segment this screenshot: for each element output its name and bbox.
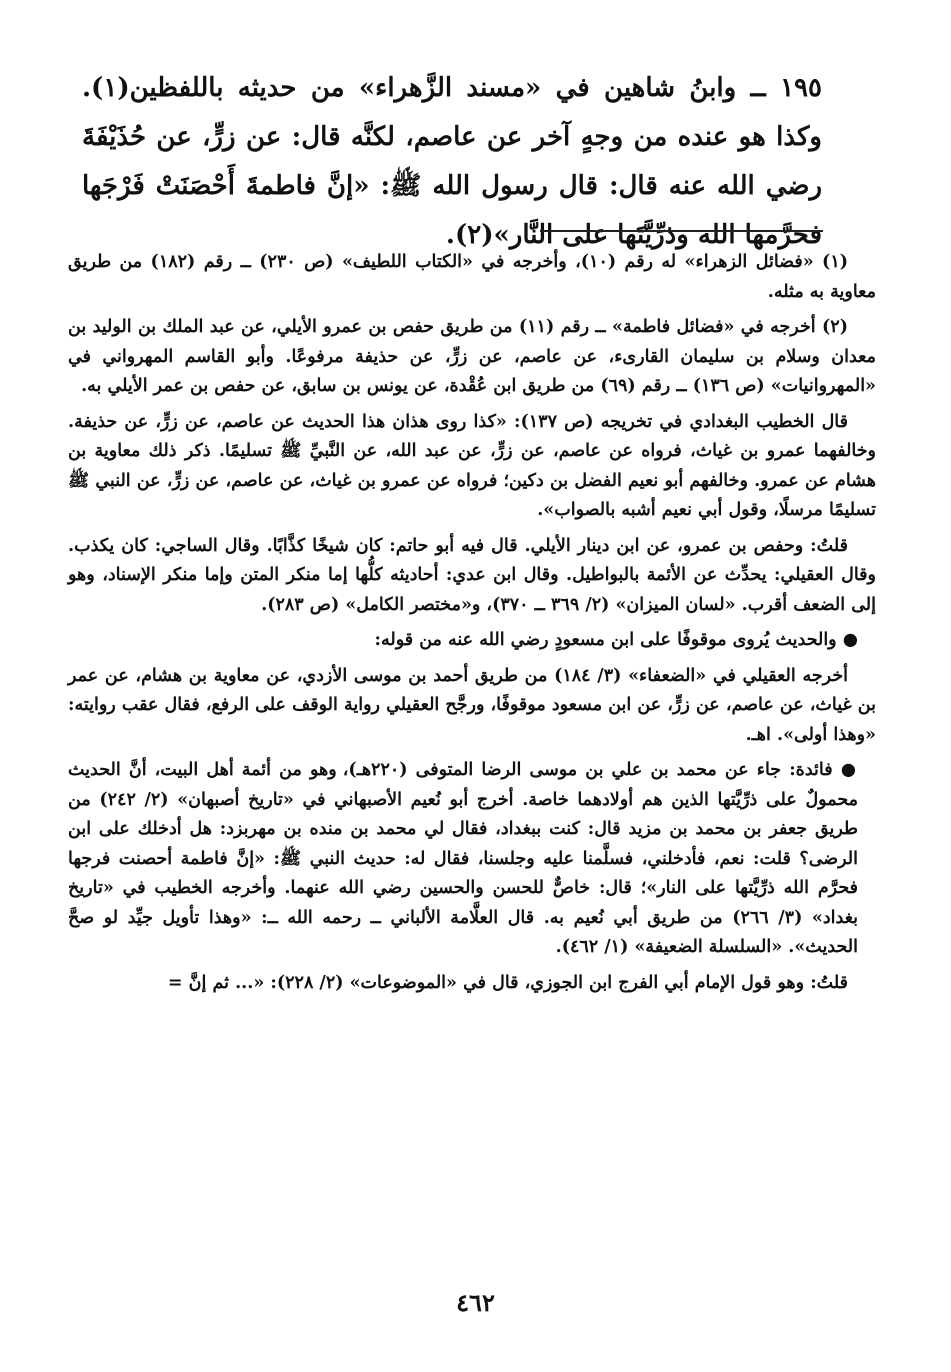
page-number: ٤٦٢ [456,1288,495,1317]
footnote-mawquf-bullet: ● والحديث يُروى موقوفًا على ابن مسعودٍ رضي الله عنه من قوله: [374,630,858,650]
footnote-khatib-quote: قال الخطيب البغدادي في تخريجه (ص ١٣٧): «كذا روى هذان هذا الحديث عن عاصم، عن زرٍّ، عن حذيفة. وخالفهما عمرو بن غياث، فرواه عن عاصم، عن زرٍّ، عن عبد الله، عن النَّبيِّ ﷺ تسليمًا. ذكر ذلك معاوية بن هشام عن عمرو. وخالفهم أبو نعيم الفضل بن دكين؛ فرواه عن عمرو بن غياث، عن عاصم، عن زرٍّ، عن النبي ﷺ تسليمًا مرسلًا، وقول أبي نعيم أشبه بالصواب». [68,411,876,520]
footnote-2: (٢) أخرجه في «فضائل فاطمة» ــ رقم (١١) من طريق حفص بن عمرو الأيلي، عن عبد الملك بن الوليد بن معدان وسلام بن سليمان القارىء، عن عاصم، عن زرٍّ، عن حذيفة مرفوعًا. وأبو القاسم المهرواني في «المهروانيات» (ص ١٣٦) ــ رقم (٦٩) من طريق ابن عُقْدة، عن يونس بن سابق، عن حفص بن عمر الأيلي به. [68,317,876,396]
footnote-1: (١) «فضائل الزهراء» له رقم (١٠)، وأخرجه في «الكتاب اللطيف» (ص ٢٣٠) ــ رقم (١٨٢) من طريق معاوية به مثله. [68,252,876,302]
main-paragraph: ١٩٥ ــ وابنُ شاهين في «مسند الزَّهراء» من حديثه باللفظين(١). وكذا هو عنده من وجهٍ آخر عن عاصم، لكنَّه قال: عن زرٍّ، عن حُذَيْفَةَ رضي الله عنه قال: قال رسول الله ﷺ: «إنَّ فاطمةَ أَحْصَنَتْ فَرْجَها فحرَّمها الله وذرِّيَّتَها على النَّار»(٢). [82,73,822,250]
footnote-benefit-bullet: ● فائدة: جاء عن محمد بن علي بن موسى الرضا المتوفى (٢٢٠هـ)، وهو من أئمة أهل البيت، أنَّ الحديث محمولٌ على ذرِّيَّتها الذين هم أولادهما خاصة. أخرج أبو نُعيم الأصبهاني في «تاريخ أصبهان» (٢/ ٢٤٢) من طريق جعفر بن محمد بن مزيد قال: كنت ببغداد، فقال لي محمد بن منده بن مهربزد: هل أدخلك على ابن الرضى؟ قلت: نعم، فأدخلني، فسلَّمنا عليه وجلسنا، فقال له: حديث النبي ﷺ: «إنَّ فاطمة أحصنت فرجها فحرَّم الله ذرِّيَّتها على النار»؛ قال: خاصٌّ للحسن والحسين رضي الله عنهما. وأخرجه الخطيب في «تاريخ بغداد» (٣/ ٢٦٦) من طريق أبي نُعيم به. قال العلَّامة الألباني ــ رحمه الله ــ: «وهذا تأويل جيِّد لو صحَّ الحديث». «السلسلة الضعيفة» (١/ ٤٦٢). [68,760,859,957]
footnote-ibn-jawzi: قلتُ: وهو قول الإمام أبي الفرج ابن الجوزي، قال في «الموضوعات» (٢/ ٢٢٨): «... ثم إنَّ = [167,972,848,993]
footnote-uqayli: أخرجه العقيلي في «الضعفاء» (٣/ ١٨٤) من طريق أحمد بن موسى الأزدي، عن معاوية بن هشام، عن عمر بن غياث، عن عاصم، عن زرٍّ، عن ابن مسعود موقوفًا، ورجَّح العقيلي رواية الوقف على الرفع، فقال عقب روايته: «وهذا أولى». اهـ. [68,665,876,745]
footnote-separator [540,230,823,232]
footnote-author-comment: قلتُ: وحفص بن عمرو، عن ابن دينار الأيلي. قال فيه أبو حاتم: كان شيخًا كذَّابًا. وقال الساجي: كان يكذب. وقال العقيلي: يحدِّث عن الأئمة بالبواطيل. وقال ابن عدي: أحاديثه كلُّها إما منكر المتن وإما منكر الإسناد، وهو إلى الضعف أقرب. «لسان الميزان» (٢/ ٣٦٩ ــ ٣٧٠)، و«مختصر الكامل» (ص ٢٨٣). [68,535,876,615]
footnotes [68,248,876,1004]
